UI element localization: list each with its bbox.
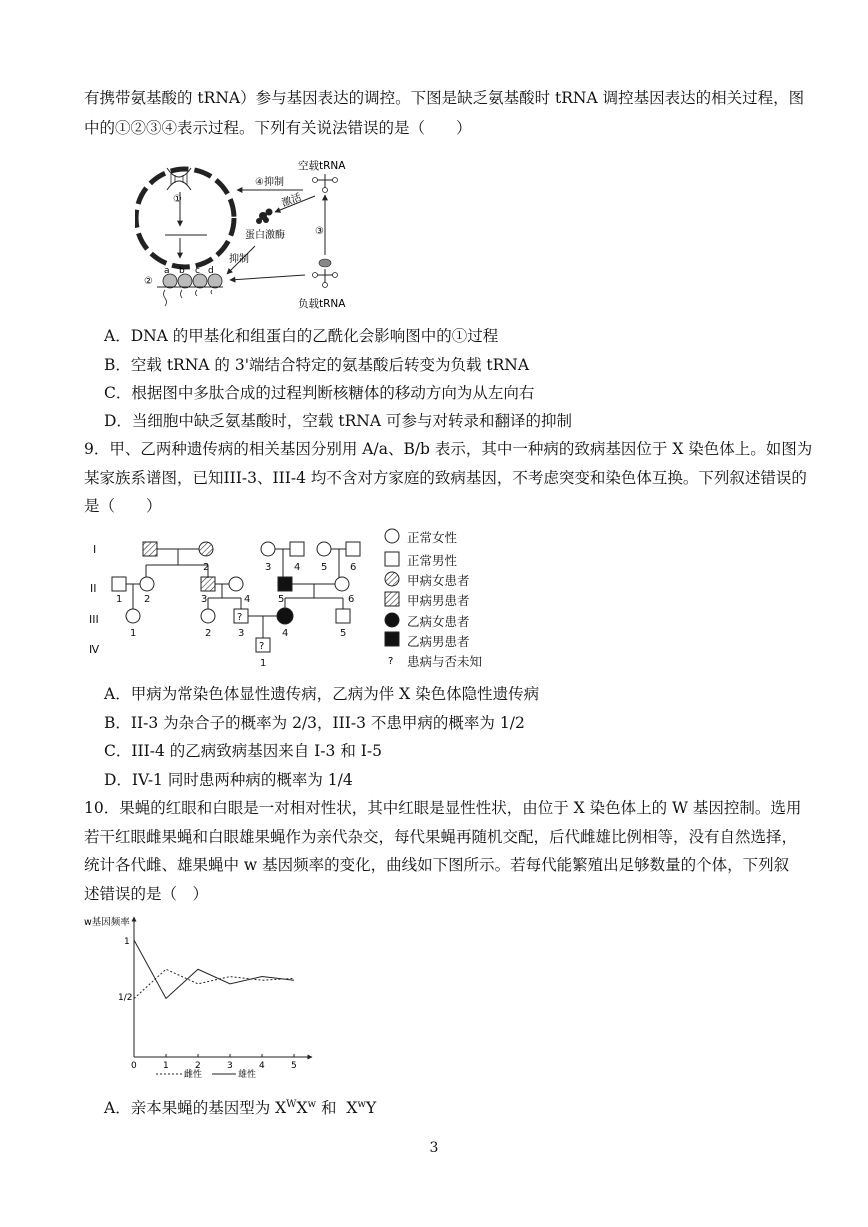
legend-female: 雌性 <box>184 1070 203 1080</box>
trna-regulation-diagram <box>135 150 365 315</box>
num-III-4: 4 <box>282 628 289 639</box>
pedigree-chart <box>84 530 384 672</box>
loaded-trna-icon <box>313 259 338 288</box>
num-II-5: 5 <box>278 594 285 605</box>
num-II-3: 3 <box>201 594 208 605</box>
y-axis-label: w基因频率 <box>84 917 130 928</box>
pedigree-III-2 <box>201 609 215 623</box>
q9-stem-line3: 是（ ） <box>84 497 162 515</box>
w-gene-frequency-chart <box>84 912 324 1082</box>
pedigree-I-5 <box>317 542 331 556</box>
x-tick-3: 3 <box>227 1061 233 1071</box>
y-tick-1: 1 <box>124 937 130 947</box>
num-I-2: 2 <box>203 562 210 573</box>
legend-normal-female: 正常女性 <box>407 530 458 545</box>
pedigree-I-1 <box>143 542 157 556</box>
loaded-trna-label: 负载tRNA <box>298 298 346 310</box>
series-male-line <box>134 940 294 999</box>
q8-stem-line1: 有携带氨基酸的 tRNA）参与基因表达的调控。下图是缺乏氨基酸时 tRNA 调控基因表达的相关过程，图 <box>84 89 805 107</box>
q8-stem-line2: 中的①②③④表示过程。下列有关说法错误的是（ ） <box>84 119 472 137</box>
q8-option-b: B．空载 tRNA 的 3'端结合特定的氨基酸后转变为负载 tRNA <box>104 356 530 374</box>
num-II-4: 4 <box>244 594 251 605</box>
q10-a-text4: Y <box>365 1099 377 1118</box>
legend-disease-a-female: 甲病女患者 <box>407 573 470 588</box>
ribosome-a-label: a <box>164 266 170 276</box>
empty-trna-label: 空载tRNA <box>298 160 346 172</box>
num-III-5: 5 <box>340 628 347 639</box>
protein-kinase-icon <box>256 209 273 225</box>
x-tick-2: 2 <box>195 1061 201 1071</box>
process-3-label: ③ <box>315 226 324 237</box>
inhibit-4-label: ④抑制 <box>255 177 284 188</box>
num-I-5: 5 <box>321 562 328 573</box>
q9-option-c: C．III-4 的乙病致病基因来自 I-3 和 I-5 <box>104 742 382 760</box>
num-III-3: 3 <box>238 628 245 639</box>
q10-a-text1: A．亲本果蝇的基因型为 X <box>104 1099 287 1118</box>
pedigree-II-3 <box>201 577 215 591</box>
q10-stem-line1: 10．果蝇的红眼和白眼是一对相对性状，其中红眼是显性性状，由位于 X 染色体上的 W 基因控制。选用 <box>84 799 802 817</box>
pedigree-I-6 <box>346 542 360 556</box>
q9-stem-line2: 某家族系谱图，已知III-3、III-4 均不含对方家庭的致病基因，不考虑突变和染色体互换。下列叙述错误的 <box>84 469 807 487</box>
pedigree-II-1 <box>112 577 126 591</box>
gen-II-label: II <box>90 582 97 595</box>
pedigree-I-3 <box>261 542 275 556</box>
pedigree-III-5 <box>336 609 350 623</box>
num-III-2: 2 <box>205 628 212 639</box>
pedigree-III-1 <box>126 609 140 623</box>
gen-III-label: III <box>89 613 99 626</box>
q10-a-sup1: W <box>286 1099 297 1110</box>
q10-stem-line2: 若干红眼雌果蝇和白眼雄果蝇作为亲代杂交，每代果蝇再随机交配，后代雌雄比例相等，没有自然选择， <box>84 828 798 846</box>
q9-option-d: D．IV-1 同时患两种病的概率为 1/4 <box>104 771 353 789</box>
q9-stem-line1: 9．甲、乙两种遗传病的相关基因分别用 A/a、B/b 表示，其中一种病的致病基因位于 X 染色体上。如图为 <box>84 440 813 458</box>
process-1-label: ① <box>173 194 182 205</box>
x-tick-5: 5 <box>291 1061 297 1071</box>
inhibit-label: 抑制 <box>229 254 249 265</box>
legend-normal-male: 正常男性 <box>407 553 458 568</box>
svg-text:?: ? <box>388 656 394 667</box>
III-3-unknown-mark: ? <box>237 612 243 623</box>
num-I-4: 4 <box>294 562 301 573</box>
gen-IV-label: Ⅳ <box>89 643 100 656</box>
pedigree-II-2 <box>140 577 154 591</box>
legend-disease-b-female: 乙病女患者 <box>407 614 470 629</box>
pedigree-legend-symbols <box>382 528 402 668</box>
num-II-6: 6 <box>348 594 355 605</box>
q10-a-sup2: w <box>307 1099 317 1110</box>
legend-disease-b-male: 乙病男患者 <box>407 634 470 649</box>
y-tick-half: 1/2 <box>118 993 133 1003</box>
num-II-2: 2 <box>144 594 151 605</box>
q9-option-a: A．甲病为常染色体显性遗传病，乙病为伴 X 染色体隐性遗传病 <box>104 685 540 703</box>
q10-stem-line4: 述错误的是（ ） <box>84 885 209 903</box>
num-I-6: 6 <box>350 562 357 573</box>
q8-option-d: D．当细胞中缺乏氨基酸时，空载 tRNA 可参与对转录和翻译的抑制 <box>104 412 572 430</box>
num-III-1: 1 <box>130 628 137 639</box>
legend-unknown: 患病与否未知 <box>407 654 483 669</box>
legend-male: 雄性 <box>238 1070 257 1080</box>
legend-disease-a-male: 甲病男患者 <box>407 593 470 608</box>
process-2-label: ② <box>144 276 153 287</box>
num-IV-1: 1 <box>260 658 267 669</box>
num-II-1: 1 <box>116 594 123 605</box>
ribosome-d-label: d <box>208 266 214 276</box>
q10-a-text2: X <box>296 1099 308 1118</box>
page-number: 3 <box>429 1140 439 1156</box>
pedigree-II-4 <box>229 577 243 591</box>
q10-a-sup3: w <box>357 1099 366 1110</box>
q10-option-a <box>104 1095 376 1118</box>
pedigree-III-4 <box>277 608 293 624</box>
ribosome-chain <box>157 274 223 306</box>
q9-option-b: B．II-3 为杂合子的概率为 2/3，III-3 不患甲病的概率为 1/2 <box>104 714 525 732</box>
ribosome-c-label: c <box>195 266 200 276</box>
pedigree-I-4 <box>290 542 304 556</box>
pedigree-II-6 <box>335 577 349 591</box>
q10-a-text3: 和 X <box>316 1099 358 1118</box>
num-I-3: 3 <box>265 562 272 573</box>
pedigree-I-2 <box>199 542 213 556</box>
q8-option-a: A．DNA 的甲基化和组蛋白的乙酰化会影响图中的①过程 <box>104 327 499 345</box>
x-tick-0: 0 <box>131 1061 137 1071</box>
q8-option-c: C．根据图中多肽合成的过程判断核糖体的移动方向为从左向右 <box>104 384 535 402</box>
IV-1-unknown-mark: ? <box>259 641 265 652</box>
x-tick-1: 1 <box>163 1061 169 1071</box>
activate-label: 激活 <box>280 192 304 210</box>
q10-stem-line3: 统计各代雌、雄果蝇中 w 基因频率的变化，曲线如下图所示。若每代能繁殖出足够数量的个体，下列叙 <box>84 856 790 874</box>
protein-kinase-label: 蛋白激酶 <box>245 230 285 241</box>
ribosome-b-label: b <box>179 266 185 276</box>
gen-I-label: I <box>93 543 97 556</box>
empty-trna-icon <box>313 174 338 193</box>
pedigree-II-5 <box>278 577 292 591</box>
x-tick-4: 4 <box>259 1061 265 1071</box>
